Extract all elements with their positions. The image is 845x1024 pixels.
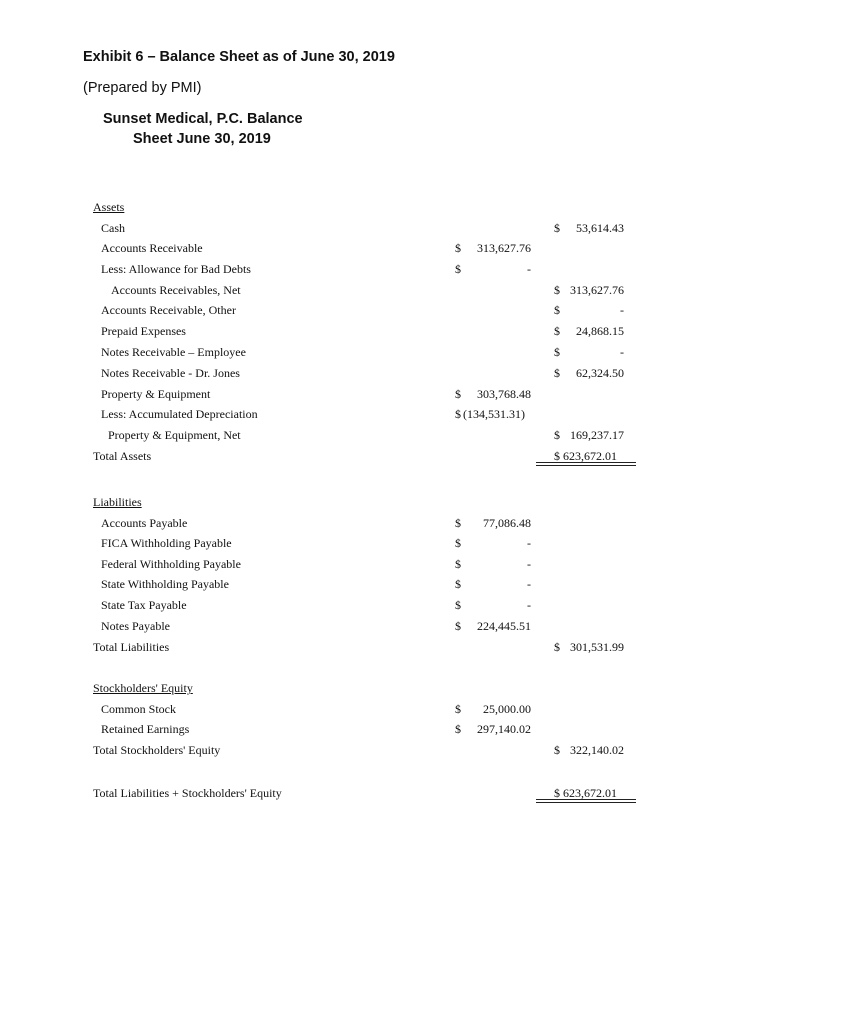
accounts-payable-label: Accounts Payable [101, 516, 188, 530]
notes-jones-label: Notes Receivable - Dr. Jones [101, 366, 240, 380]
property-equipment-amount [455, 387, 531, 401]
assets-heading: Assets [93, 200, 125, 214]
ar-net-value: 313,627.76 [570, 283, 624, 297]
total-equity-value: 322,140.02 [570, 743, 624, 757]
property-net-amount [554, 428, 624, 442]
notes-employee-label: Notes Receivable – Employee [101, 345, 246, 359]
notes-payable-value: 224,445.51 [477, 619, 531, 633]
accounts-receivable-amount [455, 241, 531, 255]
state-withholding-amount [455, 577, 531, 591]
state-tax-value: - [527, 598, 531, 612]
currency-symbol: $ [554, 428, 560, 442]
currency-symbol: $ [455, 598, 461, 612]
prepaid-expenses-label: Prepaid Expenses [101, 324, 186, 338]
notes-payable-label: Notes Payable [101, 619, 170, 633]
total-liabilities-value: 301,531.99 [570, 640, 624, 654]
notes-jones-value: 62,324.50 [576, 366, 624, 380]
ar-other-value: - [620, 303, 624, 317]
common-stock-value: 25,000.00 [483, 702, 531, 716]
fica-value: - [527, 536, 531, 550]
grand-total-value: 623,672.01 [563, 786, 617, 800]
total-assets-underline [536, 462, 636, 463]
total-assets-underline [536, 465, 636, 466]
notes-payable-amount [455, 619, 531, 633]
ar-other-label: Accounts Receivable, Other [101, 303, 236, 317]
grand-total-amount [554, 786, 636, 800]
prepaid-expenses-value: 24,868.15 [576, 324, 624, 338]
notes-employee-value: - [620, 345, 624, 359]
currency-symbol: $ [455, 702, 461, 716]
federal-withholding-label: Federal Withholding Payable [101, 557, 241, 571]
grand-total-label: Total Liabilities + Stockholders' Equity [93, 786, 282, 800]
notes-jones-amount [554, 366, 624, 380]
state-withholding-label: State Withholding Payable [101, 577, 229, 591]
state-tax-label: State Tax Payable [101, 598, 187, 612]
property-net-value: 169,237.17 [570, 428, 624, 442]
cash-value: 53,614.43 [576, 221, 624, 235]
accounts-receivable-label: Accounts Receivable [101, 241, 203, 255]
currency-symbol: $ [554, 743, 560, 757]
accumulated-depreciation-value: (134,531.31) [463, 407, 525, 421]
allowance-bad-debts-amount [455, 262, 531, 276]
accounts-receivable-value: 313,627.76 [477, 241, 531, 255]
retained-earnings-value: 297,140.02 [477, 722, 531, 736]
total-assets-amount [554, 449, 636, 463]
currency-symbol: $ [554, 366, 560, 380]
total-liabilities-amount [554, 640, 624, 654]
state-tax-amount [455, 598, 531, 612]
fica-label: FICA Withholding Payable [101, 536, 232, 550]
accumulated-depreciation-label: Less: Accumulated Depreciation [101, 407, 258, 421]
currency-symbol: $ [455, 619, 461, 633]
currency-symbol: $ [455, 407, 461, 421]
grand-total-underline [536, 802, 636, 803]
ar-net-label: Accounts Receivables, Net [111, 283, 241, 297]
total-assets-label: Total Assets [93, 449, 152, 463]
currency-symbol: $ [455, 516, 461, 530]
federal-withholding-value: - [527, 557, 531, 571]
common-stock-amount [455, 702, 531, 716]
allowance-bad-debts-label: Less: Allowance for Bad Debts [101, 262, 251, 276]
ar-other-amount [554, 303, 624, 317]
total-liabilities-label: Total Liabilities [93, 640, 170, 654]
currency-symbol: $ [455, 577, 461, 591]
currency-symbol: $ [455, 241, 461, 255]
currency-symbol: $ [455, 722, 461, 736]
currency-symbol: $ [554, 345, 560, 359]
ar-net-amount [554, 283, 624, 297]
currency-symbol: $ [554, 786, 560, 800]
currency-symbol: $ [455, 262, 461, 276]
currency-symbol: $ [455, 387, 461, 401]
retained-earnings-amount [455, 722, 531, 736]
retained-earnings-label: Retained Earnings [101, 722, 190, 736]
equity-heading: Stockholders' Equity [93, 681, 193, 695]
fica-amount [455, 536, 531, 550]
liabilities-heading: Liabilities [93, 495, 142, 509]
currency-symbol: $ [554, 640, 560, 654]
total-equity-amount [554, 743, 624, 757]
accumulated-depreciation-amount [455, 407, 529, 421]
total-equity-label: Total Stockholders' Equity [93, 743, 221, 757]
prepared-by: (Prepared by PMI) [83, 80, 202, 96]
currency-symbol: $ [554, 449, 560, 463]
cash-label: Cash [101, 221, 125, 235]
federal-withholding-amount [455, 557, 531, 571]
accounts-payable-amount [455, 516, 531, 530]
property-equipment-label: Property & Equipment [101, 387, 211, 401]
currency-symbol: $ [554, 283, 560, 297]
company-title-line1: Sunset Medical, P.C. Balance [103, 111, 303, 127]
company-title-line2: Sheet June 30, 2019 [133, 131, 271, 147]
accounts-payable-value: 77,086.48 [483, 516, 531, 530]
state-withholding-value: - [527, 577, 531, 591]
cash-amount [554, 221, 624, 235]
grand-total-underline [536, 799, 636, 800]
property-net-label: Property & Equipment, Net [108, 428, 241, 442]
prepaid-expenses-amount [554, 324, 624, 338]
common-stock-label: Common Stock [101, 702, 177, 716]
currency-symbol: $ [455, 536, 461, 550]
currency-symbol: $ [554, 303, 560, 317]
notes-employee-amount [554, 345, 624, 359]
currency-symbol: $ [554, 324, 560, 338]
total-assets-value: 623,672.01 [563, 449, 617, 463]
exhibit-title: Exhibit 6 – Balance Sheet as of June 30, 2019 [83, 49, 395, 65]
property-equipment-value: 303,768.48 [477, 387, 531, 401]
currency-symbol: $ [455, 557, 461, 571]
currency-symbol: $ [554, 221, 560, 235]
allowance-bad-debts-value: - [527, 262, 531, 276]
